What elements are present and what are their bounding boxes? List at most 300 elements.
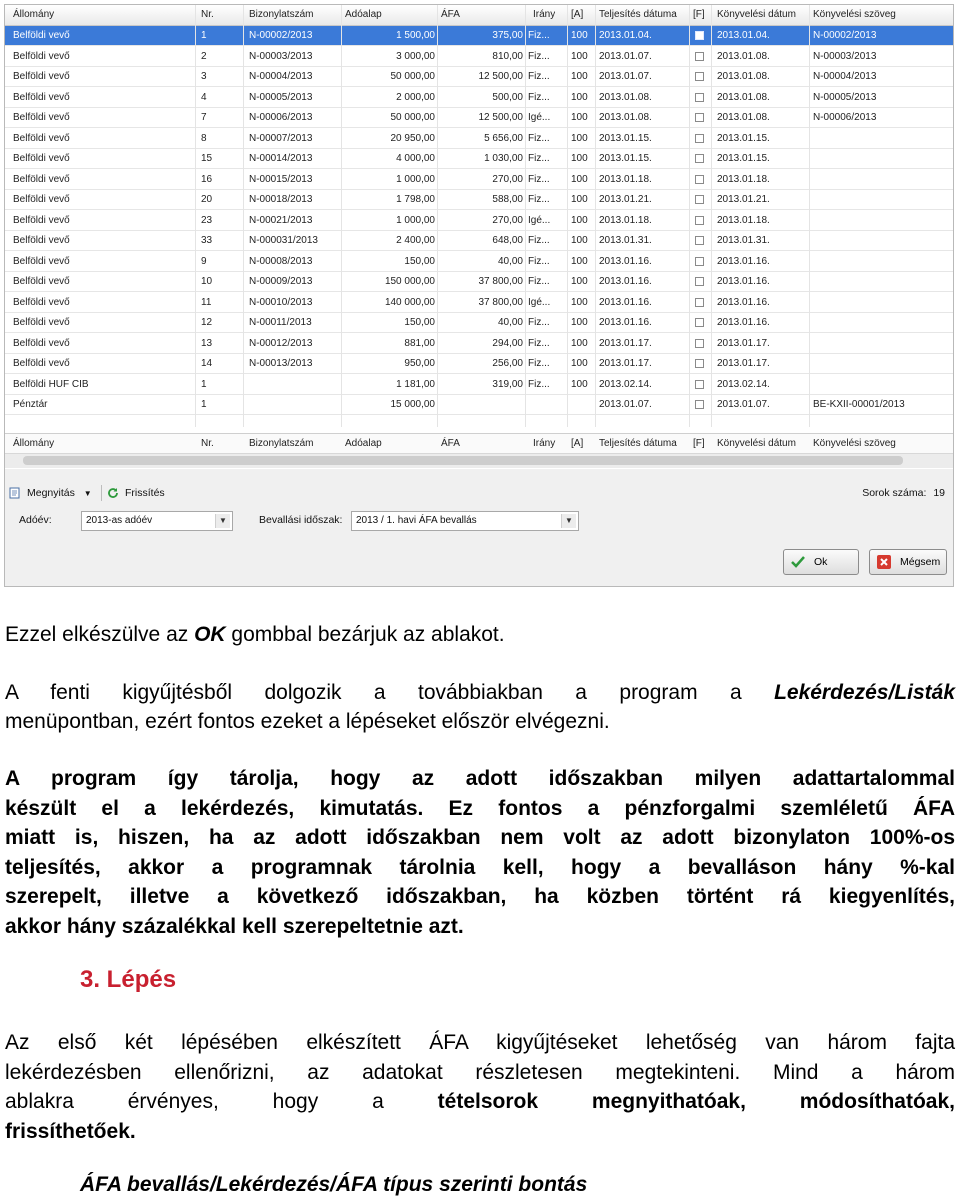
paragraph-storage-line-1: A program így tárolja, hogy az adott időszakban milyen adattartalommal: [5, 767, 955, 790]
cell-afa: 12 500,00: [478, 71, 523, 82]
col-header-bizonylatszam[interactable]: Bizonylatszám: [249, 9, 314, 20]
row-count-value: 19: [933, 487, 945, 499]
cell-bizonylatszam: N-00021/2013: [249, 214, 313, 226]
table-row[interactable]: [5, 108, 954, 128]
grid-header: [5, 5, 954, 26]
cell-konyvelesi-datum: 2013.01.04.: [717, 30, 770, 41]
row-checkbox[interactable]: [695, 113, 704, 122]
checkmark-icon: [790, 554, 806, 570]
cell-a: 100: [571, 276, 588, 287]
cell-konyvelesi-datum: 2013.01.16.: [717, 255, 770, 267]
cell-konyvelesi-szoveg: N-00004/2013: [813, 71, 877, 82]
table-row[interactable]: [5, 375, 954, 395]
cell-konyvelesi-datum: 2013.01.16.: [717, 296, 770, 308]
cell-bizonylatszam: [249, 375, 339, 395]
col-header-adoalap[interactable]: Adóalap: [345, 9, 382, 20]
cell-nr: 23: [201, 214, 213, 226]
paragraph-queries-line-3: [5, 1087, 955, 1117]
cell-teljesites: 2013.01.08.: [599, 112, 652, 123]
cell-afa: 294,00: [492, 337, 523, 349]
row-checkbox[interactable]: [695, 52, 704, 61]
column-separator: [243, 5, 244, 427]
cell-teljesites: 2013.01.07.: [599, 71, 652, 82]
cell-bizonylatszam: N-00009/2013: [249, 276, 313, 287]
col-header-a[interactable]: [A]: [571, 9, 584, 20]
cell-konyvelesi-datum: 2013.01.18.: [717, 173, 770, 185]
cell-nr: 14: [201, 358, 213, 369]
table-row[interactable]: [5, 293, 954, 313]
paragraph-storage-line-3: miatt is, hiszen, ha az adott időszakban nem volt az adott bizonylaton 100%-os: [5, 826, 955, 849]
ok-emphasis: OK: [194, 623, 226, 646]
cell-bizonylatszam: N-00006/2013: [249, 112, 313, 123]
column-separator: [341, 5, 342, 427]
cell-nr: 1: [201, 378, 207, 390]
period-select[interactable]: [351, 511, 579, 531]
cell-a: 100: [571, 50, 588, 62]
footer-f: [F]: [693, 438, 705, 449]
cell-allomany: Pénztár: [13, 399, 48, 410]
subheading: ÁFA bevallás/Lekérdezés/ÁFA típus szerinti bontás: [80, 1173, 588, 1196]
cell-teljesites: 2013.01.17.: [599, 358, 652, 369]
cell-konyvelesi-szoveg: N-00005/2013: [813, 91, 877, 103]
cell-irany: Fiz...: [528, 91, 550, 103]
cell-adoalap: 150,00: [404, 255, 435, 267]
cell-afa: 270,00: [492, 173, 523, 185]
cell-irany: Fiz...: [528, 30, 550, 41]
cell-konyvelesi-szoveg: BE-KXII-00001/2013: [813, 399, 905, 410]
toolbar: [5, 481, 954, 505]
cell-allomany: Belföldi HUF CIB: [13, 378, 89, 390]
cell-allomany: Belföldi vevő: [13, 235, 70, 246]
paragraph-queries-line-4: frissíthetőek.: [5, 1119, 136, 1143]
cell-allomany: Belföldi vevő: [13, 153, 70, 164]
table-row[interactable]: [5, 47, 954, 67]
cell-irany: [528, 395, 566, 415]
cancel-button-label: Mégsem: [900, 556, 941, 568]
cell-allomany: Belföldi vevő: [13, 358, 70, 369]
row-checkbox[interactable]: [695, 359, 704, 368]
cell-irany: Fiz...: [528, 276, 550, 287]
cell-adoalap: 1 798,00: [396, 194, 435, 205]
row-checkbox[interactable]: [695, 134, 704, 143]
cell-a: 100: [571, 173, 588, 185]
cell-allomany: Belföldi vevő: [13, 214, 70, 226]
paragraph-storage-line-4: teljesítés, akkor a programnak tárolnia kell, hogy a bevalláson hány %-kal: [5, 855, 955, 879]
table-row[interactable]: [5, 88, 954, 108]
cell-adoalap: 50 000,00: [390, 112, 435, 123]
toolbar-separator: [101, 485, 102, 501]
cell-adoalap: 2 000,00: [396, 91, 435, 103]
cell-adoalap: 20 950,00: [390, 132, 435, 144]
cell-bizonylatszam: N-00012/2013: [249, 337, 313, 349]
cell-nr: 33: [201, 235, 213, 246]
row-checkbox[interactable]: [695, 175, 704, 184]
cell-teljesites: 2013.01.18.: [599, 173, 652, 185]
cell-bizonylatszam: N-00007/2013: [249, 132, 313, 144]
paragraph-storage-line-6: akkor hány százalékkal kell szerepeltetnie azt.: [5, 914, 464, 938]
col-header-f[interactable]: [F]: [693, 9, 705, 20]
cell-irany: Fiz...: [528, 317, 550, 328]
cell-irany: Fiz...: [528, 71, 550, 82]
cell-teljesites: 2013.01.21.: [599, 194, 652, 205]
table-row[interactable]: [5, 190, 954, 210]
cancel-button[interactable]: [869, 549, 947, 575]
footer-konyvelesi-datum: Könyvelési dátum: [717, 438, 796, 449]
cell-adoalap: 50 000,00: [390, 71, 435, 82]
row-checkbox[interactable]: [695, 380, 704, 389]
cell-adoalap: 1 000,00: [396, 173, 435, 185]
cell-a: [571, 395, 597, 415]
cell-konyvelesi-szoveg: [813, 149, 953, 169]
cell-allomany: Belföldi vevő: [13, 30, 70, 41]
cell-nr: 3: [201, 71, 207, 82]
cell-adoalap: 881,00: [404, 337, 435, 349]
footer-adoalap: Adóalap: [345, 438, 382, 449]
period-label: Bevallási időszak:: [259, 514, 343, 526]
row-checkbox[interactable]: [695, 298, 704, 307]
column-separator: [711, 5, 712, 427]
cell-adoalap: 1 000,00: [396, 214, 435, 226]
cell-teljesites: 2013.01.15.: [599, 153, 652, 164]
cell-konyvelesi-datum: 2013.01.18.: [717, 214, 770, 226]
cell-afa: 256,00: [492, 358, 523, 369]
cell-afa: 375,00: [492, 30, 523, 41]
table-row[interactable]: [5, 211, 954, 231]
row-checkbox[interactable]: [695, 31, 704, 40]
cell-bizonylatszam: N-00018/2013: [249, 194, 313, 205]
cell-a: 100: [571, 214, 588, 226]
cell-teljesites: 2013.01.18.: [599, 214, 652, 226]
table-row[interactable]: [5, 149, 954, 169]
cell-konyvelesi-datum: 2013.01.15.: [717, 132, 770, 144]
cell-irany: Fiz...: [528, 50, 550, 62]
cell-konyvelesi-datum: 2013.01.08.: [717, 71, 770, 82]
cell-konyvelesi-datum: 2013.01.08.: [717, 91, 770, 103]
paragraph-menu-line-1: [5, 678, 955, 708]
cell-afa: 40,00: [497, 317, 523, 328]
table-row[interactable]: [5, 395, 954, 415]
cell-allomany: Belföldi vevő: [13, 71, 70, 82]
cell-irany: Fiz...: [528, 173, 550, 185]
cell-konyvelesi-szoveg: N-00006/2013: [813, 112, 877, 123]
cell-nr: 1: [201, 30, 207, 41]
cell-teljesites: 2013.01.16.: [599, 317, 652, 328]
row-checkbox[interactable]: [695, 318, 704, 327]
cell-konyvelesi-szoveg: [813, 334, 953, 354]
row-checkbox[interactable]: [695, 72, 704, 81]
cell-bizonylatszam: N-00014/2013: [249, 153, 313, 164]
cell-konyvelesi-szoveg: [813, 129, 953, 149]
cell-adoalap: 4 000,00: [396, 153, 435, 164]
cell-nr: 7: [201, 112, 207, 123]
cell-allomany: Belföldi vevő: [13, 276, 70, 287]
table-row[interactable]: [5, 67, 954, 87]
menu-emphasis: Lekérdezés/Listák: [774, 681, 955, 704]
cell-a: 100: [571, 378, 588, 390]
cell-adoalap: 150 000,00: [384, 276, 435, 287]
column-separator: [525, 5, 526, 427]
cell-konyvelesi-datum: 2013.01.16.: [717, 317, 770, 328]
cell-adoalap: 1 181,00: [396, 378, 435, 390]
col-header-afa[interactable]: ÁFA: [441, 9, 460, 20]
cell-irany: Igé...: [528, 112, 551, 123]
cell-teljesites: 2013.01.07.: [599, 50, 652, 62]
cell-afa: 588,00: [492, 194, 523, 205]
cell-irany: Fiz...: [528, 235, 550, 246]
cell-konyvelesi-datum: 2013.01.07.: [717, 399, 770, 410]
table-row[interactable]: [5, 334, 954, 354]
table-row[interactable]: [5, 231, 954, 251]
table-row[interactable]: [5, 170, 954, 190]
table-row[interactable]: [5, 313, 954, 333]
paragraph-queries-line-1: Az első két lépésében elkészített ÁFA kigyűjtéseket lehetőség van három fajta: [5, 1031, 955, 1054]
col-header-allomany[interactable]: Állomány: [13, 9, 55, 20]
chevron-down-icon[interactable]: ▼: [561, 514, 576, 528]
cell-konyvelesi-szoveg: N-00003/2013: [813, 50, 877, 62]
table-row[interactable]: [5, 354, 954, 374]
cell-bizonylatszam: N-00008/2013: [249, 255, 313, 267]
cell-konyvelesi-szoveg: [813, 293, 953, 313]
cell-irany: Fiz...: [528, 358, 550, 369]
cell-nr: 13: [201, 337, 213, 349]
open-document-icon: [9, 487, 21, 499]
row-checkbox[interactable]: [695, 339, 704, 348]
cell-bizonylatszam: N-00010/2013: [249, 296, 313, 308]
column-separator: [567, 5, 568, 427]
paragraph-menu-line-2: menüpontban, ezért fontos ezeket a lépéseket először elvégezni.: [5, 710, 610, 733]
cell-konyvelesi-szoveg: [813, 170, 953, 190]
column-separator: [195, 5, 196, 427]
step-heading: 3. Lépés: [80, 966, 177, 993]
cell-irany: Fiz...: [528, 132, 550, 144]
chevron-down-icon[interactable]: ▼: [215, 514, 230, 528]
cell-a: 100: [571, 153, 588, 164]
cell-konyvelesi-szoveg: [813, 354, 953, 374]
cell-irany: Fiz...: [528, 337, 550, 349]
col-header-konyvelesi-szoveg[interactable]: Könyvelési szöveg: [813, 9, 896, 20]
cell-irany: Fiz...: [528, 194, 550, 205]
footer-teljesites: Teljesítés dátuma: [599, 438, 677, 449]
close-icon: [876, 554, 892, 570]
cell-allomany: Belföldi vevő: [13, 50, 70, 62]
footer-a: [A]: [571, 438, 584, 449]
cell-a: 100: [571, 337, 588, 349]
paragraph-queries-line-2: lekérdezésben ellenőrizni, az adatokat részletesen megtekinteni. Mind a három: [5, 1060, 955, 1084]
cell-nr: 10: [201, 276, 213, 287]
cell-afa: 1 030,00: [484, 153, 523, 164]
cell-nr: 8: [201, 132, 207, 144]
cell-afa: 319,00: [492, 378, 523, 390]
cell-irany: Igé...: [528, 296, 551, 308]
cell-afa: 500,00: [492, 91, 523, 103]
cell-afa: [445, 395, 523, 415]
column-separator: [595, 5, 596, 427]
cell-bizonylatszam: [249, 395, 339, 415]
cell-afa: 810,00: [492, 50, 523, 62]
table-row[interactable]: [5, 129, 954, 149]
cell-adoalap: 1 500,00: [396, 30, 435, 41]
cell-bizonylatszam: N-000031/2013: [249, 235, 318, 246]
cell-allomany: Belföldi vevő: [13, 132, 70, 144]
paragraph-storage-line-5: szerepelt, illetve a következő időszakban, ha közben történt rá kiegyenlítés,: [5, 885, 955, 908]
cell-teljesites: 2013.01.15.: [599, 132, 652, 144]
row-checkbox[interactable]: [695, 93, 704, 102]
row-checkbox[interactable]: [695, 400, 704, 409]
refresh-button[interactable]: [107, 484, 165, 502]
cell-teljesites: 2013.01.16.: [599, 296, 652, 308]
scrollbar-thumb[interactable]: [23, 456, 903, 465]
cell-nr: 20: [201, 194, 213, 205]
cell-nr: 2: [201, 50, 207, 62]
footer-allomany: Állomány: [13, 438, 55, 449]
cell-konyvelesi-szoveg: [813, 375, 953, 395]
footer-konyvelesi-szoveg: Könyvelési szöveg: [813, 438, 896, 449]
cell-allomany: Belföldi vevő: [13, 317, 70, 328]
ok-button-label: Ok: [814, 556, 828, 568]
cell-afa: 12 500,00: [478, 112, 523, 123]
cell-a: 100: [571, 235, 588, 246]
filter-bar: [5, 509, 954, 535]
row-checkbox[interactable]: [695, 154, 704, 163]
cell-konyvelesi-datum: 2013.01.31.: [717, 235, 770, 246]
cell-adoalap: 950,00: [404, 358, 435, 369]
table-row[interactable]: [5, 272, 954, 292]
cell-bizonylatszam: N-00003/2013: [249, 50, 313, 62]
cell-allomany: Belföldi vevő: [13, 255, 70, 267]
horizontal-scrollbar[interactable]: [5, 453, 954, 468]
cell-nr: 12: [201, 317, 213, 328]
ok-button[interactable]: [783, 549, 859, 575]
column-separator: [437, 5, 438, 427]
cell-allomany: Belföldi vevő: [13, 112, 70, 123]
cell-teljesites: 2013.01.08.: [599, 91, 652, 103]
afa-collection-window: [4, 4, 954, 587]
cell-adoalap: 2 400,00: [396, 235, 435, 246]
cell-nr: 15: [201, 153, 213, 164]
cell-a: 100: [571, 358, 588, 369]
row-checkbox[interactable]: [695, 216, 704, 225]
cell-a: 100: [571, 132, 588, 144]
cell-allomany: Belföldi vevő: [13, 337, 70, 349]
footer-afa: ÁFA: [441, 438, 460, 449]
cell-konyvelesi-datum: 2013.01.17.: [717, 337, 770, 349]
cell-konyvelesi-szoveg: [813, 252, 953, 272]
cell-bizonylatszam: N-00013/2013: [249, 358, 313, 369]
cell-konyvelesi-szoveg: [813, 272, 953, 292]
cell-a: 100: [571, 317, 588, 328]
table-row[interactable]: [5, 26, 954, 46]
tax-year-label: Adóév:: [19, 514, 52, 526]
column-separator: [809, 5, 810, 427]
row-checkbox[interactable]: [695, 195, 704, 204]
cell-konyvelesi-datum: 2013.02.14.: [717, 378, 770, 390]
cell-a: 100: [571, 71, 588, 82]
cell-teljesites: 2013.01.17.: [599, 337, 652, 349]
open-button[interactable]: [9, 484, 92, 502]
cell-a: 100: [571, 112, 588, 123]
paragraph-close-window: [5, 620, 955, 650]
cell-nr: 16: [201, 173, 213, 185]
period-value: 2013 / 1. havi ÁFA bevallás: [356, 515, 477, 526]
cell-afa: 37 800,00: [478, 276, 523, 287]
row-checkbox[interactable]: [695, 257, 704, 266]
cell-konyvelesi-szoveg: [813, 313, 953, 333]
column-separator: [689, 5, 690, 427]
cell-nr: 1: [201, 399, 207, 410]
cell-allomany: Belföldi vevő: [13, 296, 70, 308]
cell-teljesites: 2013.01.16.: [599, 276, 652, 287]
cell-konyvelesi-szoveg: N-00002/2013: [813, 30, 877, 41]
col-header-nr[interactable]: Nr.: [201, 9, 214, 20]
table-row[interactable]: [5, 252, 954, 272]
refresh-button-label: Frissítés: [125, 487, 165, 499]
grid-footer-header: [5, 433, 954, 454]
cell-konyvelesi-szoveg: [813, 190, 953, 210]
row-checkbox[interactable]: [695, 236, 704, 245]
cell-a: 100: [571, 91, 588, 103]
row-count: [862, 484, 945, 502]
cell-teljesites: 2013.02.14.: [599, 378, 652, 390]
cell-irany: Igé...: [528, 214, 551, 226]
cell-konyvelesi-datum: 2013.01.16.: [717, 276, 770, 287]
row-checkbox[interactable]: [695, 277, 704, 286]
col-header-teljesites[interactable]: Teljesítés dátuma: [599, 9, 677, 20]
cell-a: 100: [571, 296, 588, 308]
dropdown-arrow-icon[interactable]: ▼: [83, 489, 92, 498]
col-header-konyvelesi-datum[interactable]: Könyvelési dátum: [717, 9, 796, 20]
footer-bizonylatszam: Bizonylatszám: [249, 438, 314, 449]
cell-adoalap: 140 000,00: [384, 296, 435, 308]
cell-teljesites: 2013.01.07.: [599, 399, 652, 410]
footer-nr: Nr.: [201, 438, 214, 449]
cell-afa: 270,00: [492, 214, 523, 226]
cell-afa: 648,00: [492, 235, 523, 246]
paragraph-storage-line-2: készült el a lekérdezés, kimutatás. Ez fontos a pénzforgalmi szemléletű ÁFA: [5, 796, 955, 820]
cell-konyvelesi-datum: 2013.01.08.: [717, 50, 770, 62]
cell-afa: 37 800,00: [478, 296, 523, 308]
cell-konyvelesi-datum: 2013.01.15.: [717, 153, 770, 164]
cell-teljesites: 2013.01.31.: [599, 235, 652, 246]
col-header-irany[interactable]: Irány: [533, 9, 556, 20]
cell-nr: 11: [201, 296, 212, 308]
cell-a: 100: [571, 255, 588, 267]
cell-konyvelesi-szoveg: [813, 231, 953, 251]
footer-irany: Irány: [533, 438, 556, 449]
cell-nr: 4: [201, 91, 207, 103]
cell-irany: Fiz...: [528, 255, 550, 267]
cell-a: 100: [571, 30, 588, 41]
cell-afa: 40,00: [497, 255, 523, 267]
text-span: A fenti kigyűjtésből dolgozik a továbbiakban a program a: [5, 681, 775, 704]
cell-allomany: Belföldi vevő: [13, 194, 70, 205]
cell-teljesites: 2013.01.16.: [599, 255, 652, 267]
cell-konyvelesi-datum: 2013.01.21.: [717, 194, 770, 205]
cell-konyvelesi-datum: 2013.01.08.: [717, 112, 770, 123]
tax-year-select[interactable]: [81, 511, 233, 531]
cell-afa: 5 656,00: [484, 132, 523, 144]
data-grid: [5, 5, 954, 469]
cell-teljesites: 2013.01.04.: [599, 30, 652, 41]
text-span: gombbal bezárjuk az ablakot.: [225, 623, 505, 646]
cell-bizonylatszam: N-00015/2013: [249, 173, 313, 185]
cell-bizonylatszam: N-00011/2013: [249, 317, 312, 328]
bold-span: tételsorok megnyithatóak, módosíthatóak,: [437, 1090, 955, 1113]
text-span: Ezzel elkészülve az: [5, 623, 195, 646]
cell-konyvelesi-datum: 2013.01.17.: [717, 358, 770, 369]
cell-irany: Fiz...: [528, 153, 550, 164]
row-count-label: Sorok száma:: [862, 487, 927, 499]
cell-bizonylatszam: N-00002/2013: [249, 30, 313, 41]
